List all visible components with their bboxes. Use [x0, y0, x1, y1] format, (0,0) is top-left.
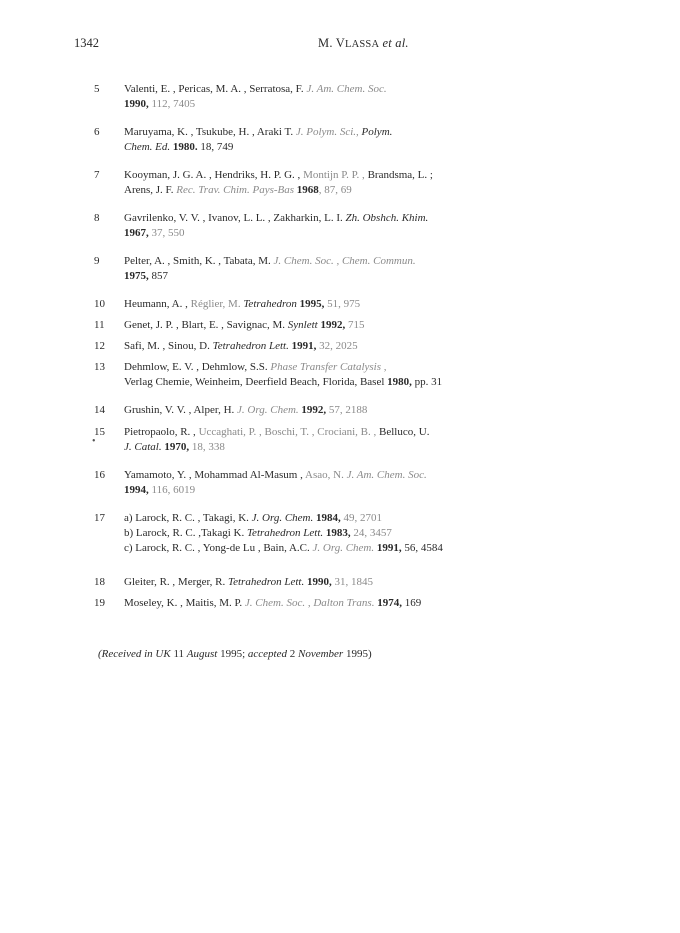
reference-body [124, 211, 524, 241]
reference-number: 7 [94, 169, 100, 181]
reference-body [124, 82, 524, 112]
running-head-prefix: M. V [318, 36, 345, 50]
reference-number: 19 [94, 597, 105, 609]
reference-segment: Moseley, K. , Maitis, M. P. [124, 597, 245, 609]
reference-segment: J. Am. Chem. Soc. [346, 469, 427, 481]
reference-segment: 1980. [170, 141, 198, 153]
reference-line [124, 297, 524, 312]
reference-line [124, 596, 524, 611]
reference-segment: Arens, J. F. [124, 184, 177, 196]
reference-segment: Gleiter, R. , Merger, R. [124, 576, 229, 588]
reference-body [124, 425, 524, 455]
reference-segment: Maruyama, K. , Tsukube, H. , Araki T. [124, 126, 296, 138]
reference-segment: Montijn P. P. , [303, 169, 365, 181]
stray-mark: • [92, 436, 96, 447]
reference-segment: 169 [401, 597, 422, 609]
reference-segment: Tetrahedron Lett. [246, 527, 324, 539]
reference-line [124, 168, 524, 183]
reference-segment: Belluco, U. [376, 426, 430, 438]
reference-line [124, 339, 524, 354]
accepted-day: 2 [287, 648, 298, 660]
reference-segment: J. Org. Chem. [237, 404, 299, 416]
reference-segment: 1970, [161, 441, 190, 453]
reference-line [124, 82, 524, 97]
reference-segment: J. Chem. Soc. , Chem. Commun. [273, 255, 416, 267]
page-header [0, 36, 680, 52]
accepted-year: 1995) [343, 648, 372, 660]
reference-body [124, 297, 524, 312]
running-head-suffix: et al. [379, 36, 409, 50]
reference-segment: Safi, M. , Sinou, D. [124, 340, 213, 352]
reference-body [124, 339, 524, 354]
reference-segment: 715 [345, 319, 365, 331]
reference-segment: 1991, [288, 340, 317, 352]
received-month: August [186, 648, 218, 660]
reference-segment: 31, 1845 [331, 576, 373, 588]
received-day: 11 [170, 648, 187, 660]
reference-segment: 57, 2188 [326, 404, 368, 416]
reference-body [124, 360, 524, 390]
received-line [98, 648, 372, 660]
reference-number: 11 [94, 319, 105, 331]
reference-segment: 1990, [124, 98, 149, 110]
reference-segment: a) Larock, R. C. , Takagi, K. [124, 512, 252, 524]
reference-segment: c) Larock, R. C. , Yong-de Lu , Bain, A.C. [124, 542, 313, 554]
reference-line [124, 97, 524, 112]
reference-number: 12 [94, 340, 105, 352]
reference-segment: Brandsma, L. ; [364, 169, 433, 181]
reference-body [124, 254, 524, 284]
reference-segment: 24, 3457 [350, 527, 392, 539]
reference-line [124, 360, 524, 375]
reference-segment: 32, 2025 [316, 340, 358, 352]
reference-line [124, 211, 524, 226]
reference-segment: J. Polym. Sci., [295, 126, 362, 138]
reference-number: 18 [94, 576, 105, 588]
reference-number: 5 [94, 83, 100, 95]
reference-segment: Verlag Chemie, Weinheim, Deerfield Beach, Florida, Basel [124, 376, 388, 388]
reference-line [124, 526, 524, 541]
reference-line [124, 468, 524, 483]
reference-line [124, 226, 524, 241]
page-number: 1342 [74, 36, 99, 50]
running-head [318, 36, 409, 51]
reference-line [124, 254, 524, 269]
reference-segment: Asao, N. [305, 469, 347, 481]
reference-body [124, 125, 524, 155]
reference-segment: Phase Transfer Catalysis , [270, 361, 387, 373]
reference-segment: Genet, J. P. , Blart, E. , Savignac, M. [124, 319, 288, 331]
reference-segment: 37, 550 [148, 227, 185, 239]
reference-segment: Polym. [361, 126, 393, 138]
reference-segment: 18, 338 [189, 441, 225, 453]
reference-line [124, 575, 524, 590]
reference-segment: Heumann, A. , [124, 298, 191, 310]
reference-segment: Tetrahedron [240, 298, 297, 310]
reference-number: 9 [94, 255, 100, 267]
reference-segment: J. Chem. Soc. , Dalton Trans. [244, 597, 375, 609]
reference-segment: 1980, [387, 376, 412, 388]
reference-line [124, 318, 524, 333]
reference-segment: 49, 2701 [340, 512, 383, 524]
reference-body [124, 468, 524, 498]
received-year: 1995; [217, 648, 248, 660]
reference-segment: 1975, [124, 270, 149, 282]
reference-segment: 1967, [124, 227, 149, 239]
reference-line [124, 403, 524, 418]
reference-segment: 1994, [124, 484, 149, 496]
reference-segment: 116, 6019 [148, 484, 196, 496]
reference-body [124, 511, 524, 556]
reference-segment: Tetrahedron Lett. [228, 576, 305, 588]
reference-segment: Dehmlow, E. V. , Dehmlow, S.S. [124, 361, 271, 373]
reference-line [124, 140, 524, 155]
reference-line [124, 440, 524, 455]
reference-segment: J. Org. Chem. [251, 512, 314, 524]
reference-segment: 18, 749 [197, 141, 234, 153]
reference-segment: 1968 [294, 184, 319, 196]
reference-segment: Tetrahedron Lett. [212, 340, 289, 352]
reference-segment: 1991, [374, 542, 402, 554]
reference-segment: Rec. Trav. Chim. Pays-Bas [176, 184, 295, 196]
reference-segment: 857 [148, 270, 168, 282]
reference-segment: Valenti, E. , Pericas, M. A. , Serratosa, F. [124, 83, 307, 95]
reference-number: 15 [94, 426, 105, 438]
reference-segment: 112, 7405 [148, 98, 196, 110]
reference-segment: Uccaghati, P. , Boschi, T. , Crociani, B. , [198, 426, 377, 438]
reference-segment: Synlett [287, 319, 318, 331]
reference-number: 13 [94, 361, 105, 373]
reference-segment: 1983, [323, 527, 351, 539]
reference-line [124, 269, 524, 284]
reference-segment: 1974, [374, 597, 402, 609]
reference-segment: 1995, [296, 298, 325, 310]
reference-body [124, 403, 524, 418]
reference-segment: Réglier, M. [190, 298, 241, 310]
reference-line [124, 483, 524, 498]
reference-segment: 1992, [317, 319, 346, 331]
reference-segment: J. Catal. [124, 441, 162, 453]
reference-segment: Zh. Obshch. Khim. [345, 212, 429, 224]
reference-line [124, 541, 524, 556]
reference-segment: 1992, [298, 404, 327, 416]
accepted-month: November [298, 648, 344, 660]
reference-body [124, 168, 524, 198]
accepted-label: accepted [247, 648, 287, 660]
reference-line [124, 183, 524, 198]
reference-segment: Grushin, V. V. , Alper, H. [124, 404, 238, 416]
reference-number: 16 [94, 469, 105, 481]
received-label: (Received in UK [98, 648, 171, 660]
reference-segment: 1990, [304, 576, 332, 588]
reference-segment: Chem. Ed. [124, 141, 171, 153]
reference-segment: Gavrilenko, V. V. , Ivanov, L. L. , Zakharkin, L. I. [124, 212, 346, 224]
reference-segment: J. Org. Chem. [312, 542, 375, 554]
reference-body [124, 318, 524, 333]
reference-body [124, 575, 524, 590]
reference-segment: 56, 4584 [401, 542, 443, 554]
reference-segment: 51, 975 [324, 298, 361, 310]
reference-segment: Pietropaolo, R. , [124, 426, 199, 438]
reference-number: 8 [94, 212, 100, 224]
reference-segment: , 87, 69 [318, 184, 352, 196]
reference-segment: J. Am. Chem. Soc. [306, 83, 387, 95]
reference-number: 10 [94, 298, 105, 310]
running-head-smallcaps: LASSA [344, 39, 380, 50]
reference-segment: 1984, [313, 512, 341, 524]
reference-number: 17 [94, 512, 105, 524]
reference-number: 14 [94, 404, 105, 416]
reference-line [124, 125, 524, 140]
reference-line [124, 425, 524, 440]
reference-segment: Yamamoto, Y. , Mohammad Al-Masum , [124, 469, 306, 481]
reference-body [124, 596, 524, 611]
reference-segment: Pelter, A. , Smith, K. , Tabata, M. [124, 255, 274, 267]
reference-line [124, 375, 524, 390]
reference-number: 6 [94, 126, 100, 138]
reference-segment: Kooyman, J. G. A. , Hendriks, H. P. G. , [124, 169, 304, 181]
reference-segment: pp. 31 [411, 376, 443, 388]
reference-line [124, 511, 524, 526]
reference-segment: b) Larock, R. C. ,Takagi K. [124, 527, 247, 539]
